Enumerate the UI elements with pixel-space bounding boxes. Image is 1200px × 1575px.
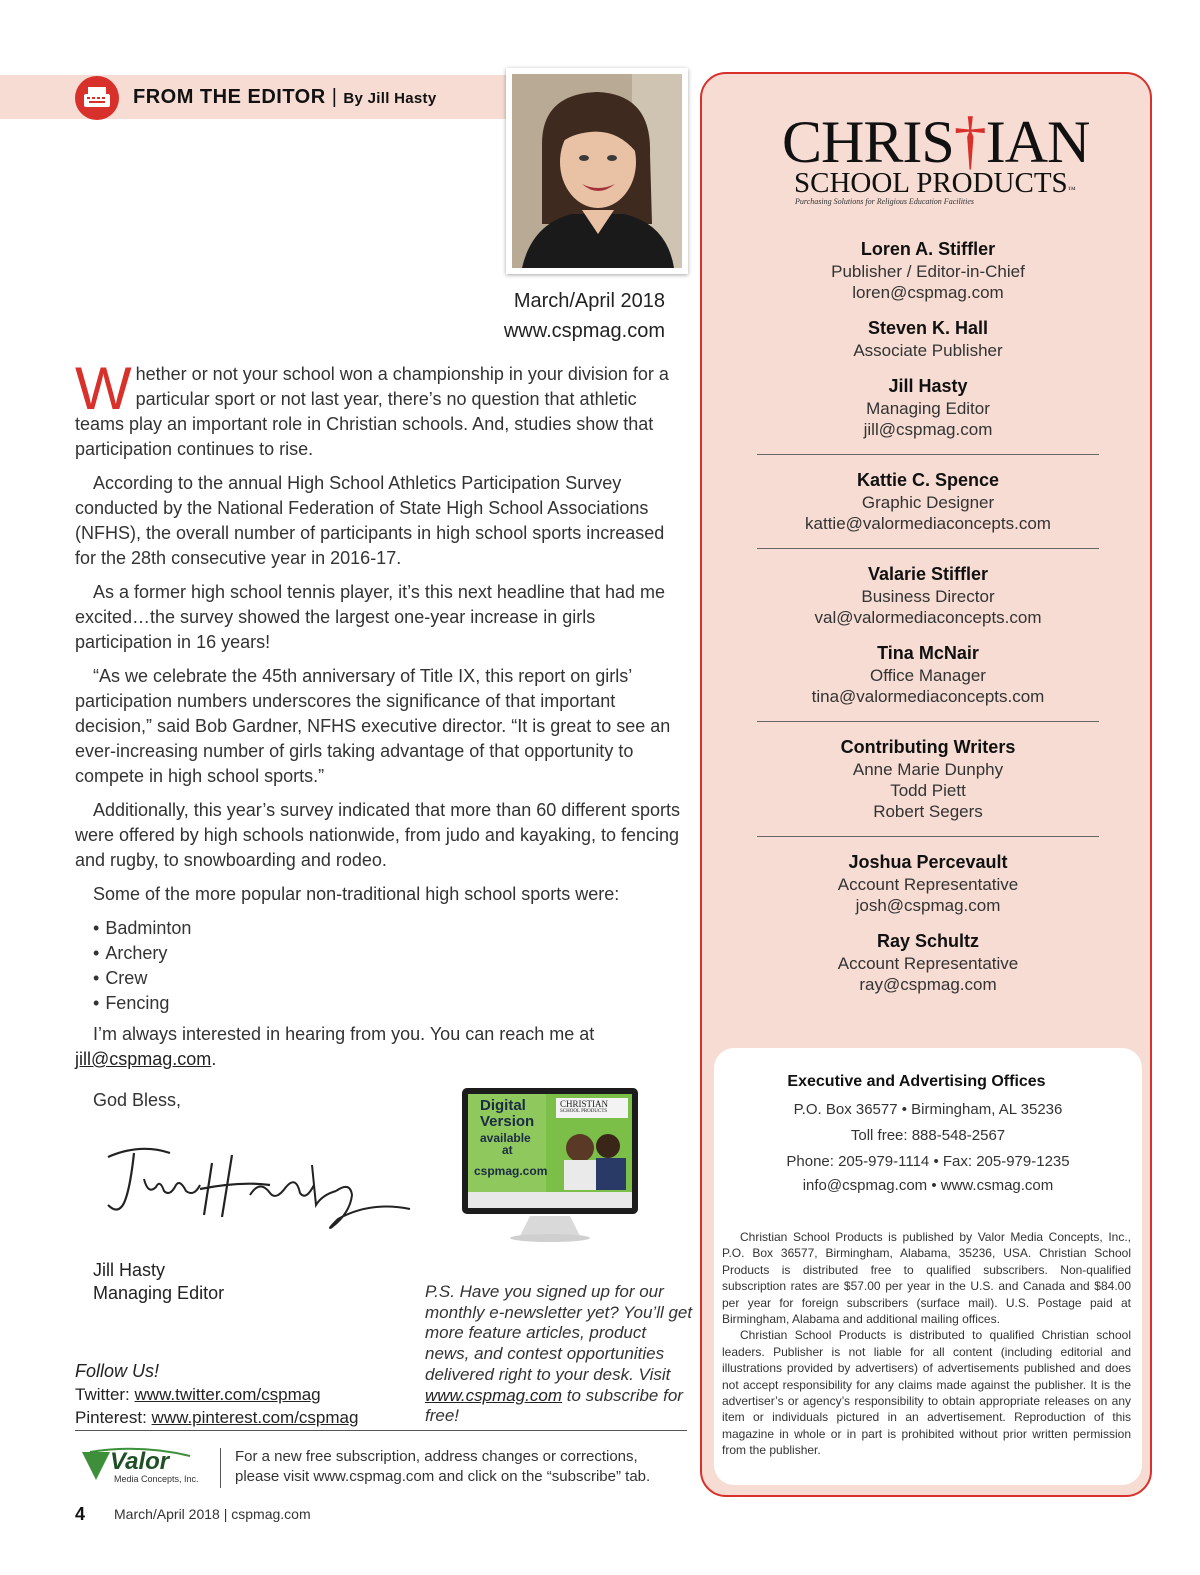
- brand-part: IAN: [985, 109, 1090, 175]
- section-header: [133, 86, 437, 109]
- staff-entry: [700, 642, 1156, 707]
- cross-icon: †: [953, 104, 986, 177]
- list-item-text: Badminton: [105, 918, 192, 938]
- staff-detail: kattie@valormediaconcepts.com: [805, 514, 1051, 533]
- valor-logo-sub: Media Concepts, Inc.: [114, 1474, 199, 1484]
- ps-text: P.S. Have you signed up for our monthly e-newsletter yet? You’ll get more feature articles, product news, and contest opportunities delivered right to your desk. Visit: [425, 1282, 693, 1384]
- page-number: 4: [75, 1504, 86, 1524]
- article-paragraph: Additionally, this year’s survey indicated that more than 60 different sports were offered by high schools nationwide, from judo and kayaking, to fencing and rugby, to snowboarding and rodeo.: [75, 800, 680, 870]
- staff-entry: [700, 238, 1156, 303]
- staff-detail: ray@cspmag.com: [859, 975, 997, 994]
- staff-name: Contributing Writers: [840, 737, 1016, 757]
- twitter-label: Twitter:: [75, 1385, 130, 1404]
- signature: [100, 1135, 420, 1240]
- brand-part: SCHOOL PRODUCTS: [794, 167, 1068, 199]
- brand-word-1: [782, 104, 1090, 177]
- issue-url: www.cspmag.com: [503, 320, 665, 342]
- article-paragraph: According to the annual High School Athletics Participation Survey conducted by the National Federation of State High School Associations (NFHS), the overall number of participants in high school sports increased for the 28th consecutive year in 2016-17.: [75, 473, 665, 568]
- ad-digital-label: [480, 1098, 534, 1130]
- offices-address: P.O. Box 36577 • Birmingham, AL 35236: [793, 1101, 1063, 1118]
- bullet: •: [93, 993, 100, 1013]
- staff-name: Tina McNair: [877, 643, 979, 663]
- staff-detail: Anne Marie Dunphy: [852, 760, 1004, 779]
- contact-end: .: [211, 1049, 217, 1069]
- list-item-text: Fencing: [105, 993, 170, 1013]
- twitter-link[interactable]: www.twitter.com/cspmag: [134, 1385, 321, 1404]
- staff-name: Loren A. Stiffler: [860, 239, 996, 259]
- legal-notice: [722, 1229, 1131, 1459]
- brand-tagline: Purchasing Solutions for Religious Education Facilities: [795, 197, 975, 206]
- pinterest-link[interactable]: www.pinterest.com/cspmag: [151, 1408, 359, 1427]
- subscription-info: [235, 1447, 695, 1486]
- section-title: FROM THE EDITOR: [133, 86, 326, 108]
- newsletter-note: [425, 1282, 695, 1427]
- staff-divider: [757, 836, 1099, 837]
- staff-divider: [757, 548, 1099, 549]
- bullet: •: [93, 943, 100, 963]
- contact-text: I’m always interested in hearing from you. You can reach me at: [93, 1024, 595, 1044]
- ad-brand: CHRISTIAN: [560, 1099, 609, 1109]
- list-item: [75, 916, 690, 941]
- ad-site: cspmag.com: [474, 1164, 548, 1178]
- subscribe-link[interactable]: www.cspmag.com: [425, 1385, 562, 1405]
- offices-tollfree: Toll free: 888-548-2567: [850, 1127, 1006, 1144]
- ad-brand-sub: SCHOOL PRODUCTS: [560, 1109, 608, 1114]
- ad-line: Digital: [480, 1097, 526, 1114]
- editor-email-link[interactable]: jill@cspmag.com: [75, 1049, 212, 1069]
- staff-entry: [700, 317, 1156, 361]
- follow-heading: Follow Us!: [75, 1361, 160, 1381]
- legal-paragraph: Christian School Products is published by Valor Media Concepts, Inc., P.O. Box 36577, Birmingham, Alabama, 35236, USA. Christian School Products is distributed free to qualified subscribers. Non-qualified subscription rates are $57.00 per year in the U.S. and Canada and $84.00 per year for foreign subscribers (surface mail). U.S. Postage paid at Birmingham, Alabama and additional mailing offices.: [722, 1230, 1131, 1327]
- social-links: [75, 1360, 358, 1429]
- trademark: ™: [1067, 185, 1076, 194]
- ad-line: Version: [480, 1113, 535, 1130]
- list-item: [75, 941, 690, 966]
- legal-paragraph: Christian School Products is distributed to qualified Christian school leaders. Publisher is not liable for all content (including editorial and illustrations provided by advertisers) of advertisements published and does not accept responsibility for any claims made against the publisher. It is the advertiser’s or agency’s responsibility to obtain appropriate releases on any item or individuals pictured in an advertisement. Reproduction of this magazine in whole or in part is prohibited without prior written permission from the publisher.: [722, 1328, 1131, 1458]
- staff-name: Valarie Stiffler: [867, 564, 989, 584]
- staff-detail: josh@cspmag.com: [855, 896, 1001, 915]
- subscription-line: please visit www.cspmag.com and click on the “subscribe” tab.: [235, 1467, 651, 1485]
- article-paragraph: As a former high school tennis player, it’s this next headline that had me excited…the survey showed the largest one-year increase in girls participation in 16 years!: [75, 582, 665, 652]
- footer-divider: [75, 1430, 687, 1431]
- issue-date: March/April 2018: [513, 290, 665, 312]
- bullet: •: [93, 968, 100, 988]
- list-item-text: Archery: [105, 943, 168, 963]
- article-paragraph-text: hether or not your school won a championship in your division for a particular sport or not last year, there’s no question that athletic teams play an important role in Christian schools. And, studies show that participation continues to rise.: [75, 364, 669, 459]
- staff-name: Joshua Percevault: [848, 852, 1008, 872]
- pinterest-label: Pinterest:: [75, 1408, 147, 1427]
- staff-divider: [757, 454, 1099, 455]
- offices-phone-fax: Phone: 205-979-1114 • Fax: 205-979-1235: [786, 1153, 1070, 1170]
- staff-entry: [700, 469, 1156, 534]
- article-body: [75, 355, 690, 1081]
- article-paragraph: [75, 1022, 690, 1072]
- offices-web: info@cspmag.com • www.csmag.com: [802, 1177, 1054, 1194]
- staff-detail: val@valormediaconcepts.com: [814, 608, 1042, 627]
- typewriter-icon: [75, 76, 119, 120]
- staff-detail: Account Representative: [837, 875, 1019, 894]
- staff-detail: loren@cspmag.com: [852, 283, 1004, 302]
- staff-detail: Associate Publisher: [853, 341, 1003, 360]
- article-paragraph: “As we celebrate the 45th anniversary of Title IX, this report on girls’ participation numbers underscores the significance of that important decision,” said Bob Gardner, NFHS executive director. “It is great to see an ever-increasing number of girls taking advantage of that opportunity to compete in high school sports.”: [75, 666, 671, 786]
- staff-name: Kattie C. Spence: [856, 470, 1000, 490]
- brand-logo: [700, 104, 1152, 210]
- staff-detail: Robert Segers: [873, 802, 983, 821]
- closing-text: God Bless,: [93, 1090, 182, 1110]
- staff-entry: [700, 375, 1156, 440]
- staff-entry: [700, 563, 1156, 628]
- digital-version-ad[interactable]: [460, 1086, 640, 1246]
- staff-entry: [700, 930, 1156, 995]
- ad-line: at: [502, 1143, 513, 1157]
- offices-heading: Executive and Advertising Offices: [787, 1073, 1046, 1090]
- article-paragraph: Some of the more popular non-traditional high school sports were:: [93, 884, 620, 904]
- sports-list: [75, 916, 690, 1016]
- valor-logo-word: Valor: [110, 1448, 170, 1475]
- editor-title: Managing Editor: [93, 1283, 225, 1303]
- staff-name: Jill Hasty: [888, 376, 968, 396]
- editor-photo: [506, 68, 688, 274]
- byline: By Jill Hasty: [343, 90, 437, 107]
- staff-entry: [700, 851, 1156, 916]
- staff-detail: Publisher / Editor-in-Chief: [831, 262, 1025, 281]
- list-item: [75, 991, 690, 1016]
- staff-divider: [757, 721, 1099, 722]
- editor-name: Jill Hasty: [93, 1260, 166, 1280]
- staff-name: Ray Schultz: [876, 931, 980, 951]
- list-item: [75, 966, 690, 991]
- ps-end: to subscribe for free!: [425, 1385, 683, 1426]
- staff-detail: Account Representative: [837, 954, 1019, 973]
- subscription-line: For a new free subscription, address changes or corrections,: [235, 1448, 638, 1465]
- footer-separator: [220, 1448, 221, 1488]
- staff-detail: Managing Editor: [866, 399, 990, 418]
- staff-detail: tina@valormediaconcepts.com: [811, 687, 1045, 706]
- staff-entry: [700, 736, 1156, 822]
- page-footer-info: March/April 2018 | cspmag.com: [114, 1506, 311, 1522]
- staff-detail: jill@cspmag.com: [863, 420, 993, 439]
- list-item-text: Crew: [105, 968, 148, 988]
- valor-logo: [80, 1446, 215, 1488]
- drop-cap: W: [75, 355, 132, 422]
- staff-detail: Graphic Designer: [861, 493, 995, 512]
- ad-available-label: [480, 1132, 531, 1156]
- staff-detail: Office Manager: [870, 666, 986, 685]
- staff-directory: [700, 238, 1156, 995]
- staff-detail: Business Director: [861, 587, 995, 606]
- header-separator: |: [331, 86, 338, 108]
- bullet: •: [93, 918, 100, 938]
- staff-detail: Todd Piett: [890, 781, 966, 800]
- ad-line: available: [480, 1131, 531, 1145]
- staff-name: Steven K. Hall: [867, 318, 989, 338]
- editor-name-block: [93, 1259, 224, 1305]
- article-paragraph: [75, 355, 690, 462]
- brand-part: CHRIS: [782, 109, 954, 175]
